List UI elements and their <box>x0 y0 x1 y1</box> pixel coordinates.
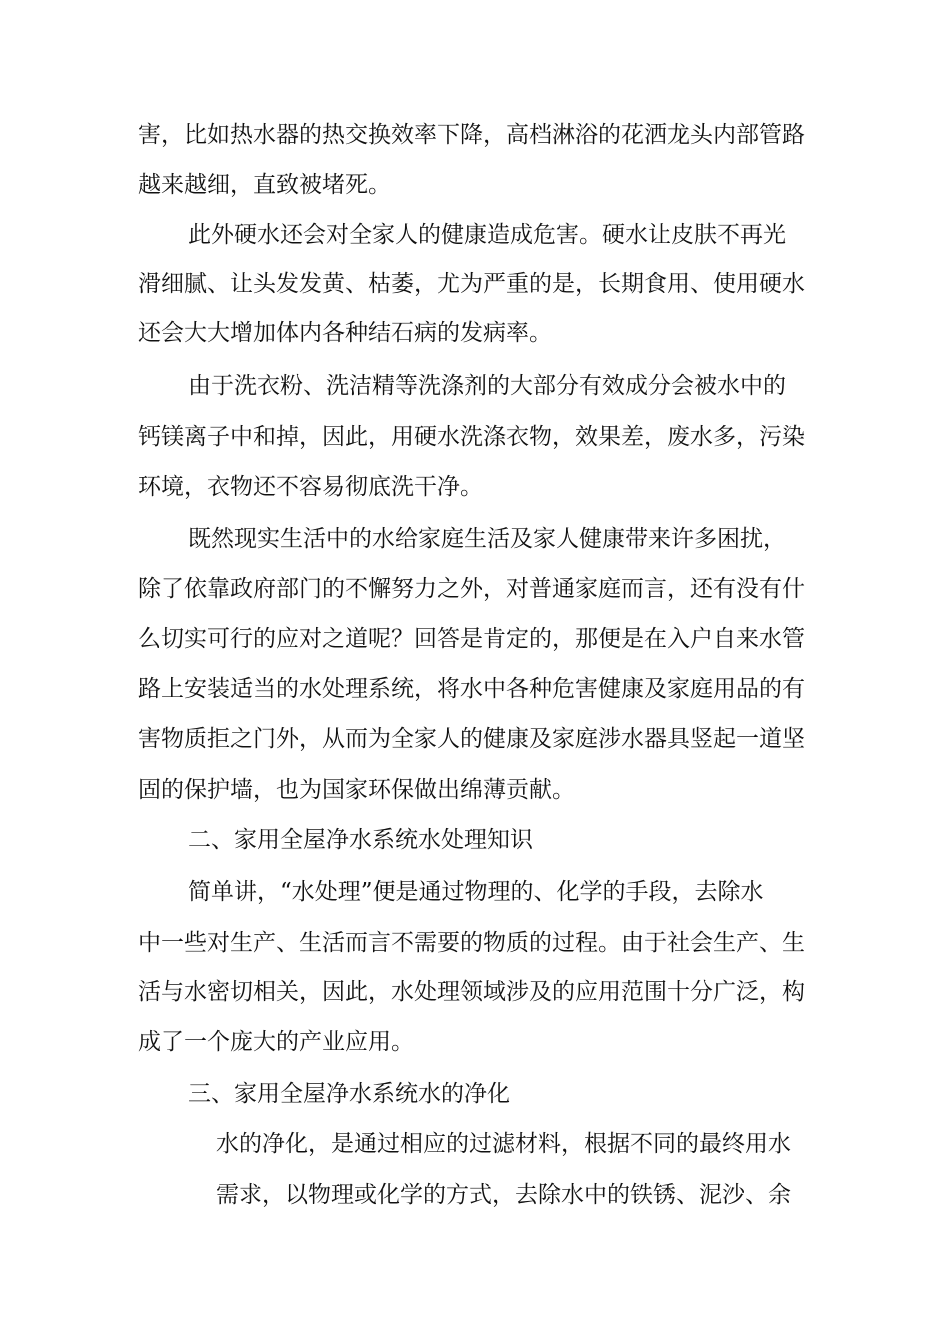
section-heading: 三、家用全屋净水系统水的净化 <box>188 1081 510 1107</box>
paragraph-line: 固的保护墙，也为国家环保做出绵薄贡献。 <box>138 777 575 803</box>
paragraph-line: 越来越细，直致被堵死。 <box>138 172 391 198</box>
section-heading: 二、家用全屋净水系统水处理知识 <box>188 827 533 853</box>
paragraph-line: 路上安装适当的水处理系统，将水中各种危害健康及家庭用品的有 <box>138 676 805 702</box>
paragraph-line: 害，比如热水器的热交换效率下降，高档淋浴的花洒龙头内部管路 <box>138 122 805 148</box>
paragraph-line: 活与水密切相关，因此，水处理领域涉及的应用范围十分广泛，构 <box>138 979 805 1005</box>
paragraph-line: 害物质拒之门外，从而为全家人的健康及家庭涉水器具竖起一道坚 <box>138 726 805 752</box>
paragraph-line: 由于洗衣粉、洗洁精等洗涤剂的大部分有效成分会被水中的 <box>188 373 786 399</box>
paragraph-line: 滑细腻、让头发发黄、枯萎，尤为严重的是，长期食用、使用硬水 <box>138 271 805 297</box>
paragraph-line: 环境，衣物还不容易彻底洗干净。 <box>138 474 483 500</box>
paragraph-line: 钙镁离子中和掉，因此，用硬水洗涤衣物，效果差，废水多，污染 <box>138 424 805 450</box>
paragraph-line: 成了一个庞大的产业应用。 <box>138 1029 414 1055</box>
paragraph-line: 水的净化，是通过相应的过滤材料，根据不同的最终用水 <box>216 1131 791 1157</box>
paragraph-line: 此外硬水还会对全家人的健康造成危害。硬水让皮肤不再光 <box>188 222 786 248</box>
paragraph-line: 还会大大增加体内各种结石病的发病率。 <box>138 320 552 346</box>
paragraph-line: 既然现实生活中的水给家庭生活及家人健康带来许多困扰， <box>188 526 786 552</box>
paragraph-line: 除了依靠政府部门的不懈努力之外，对普通家庭而言，还有没有什 <box>138 576 805 602</box>
paragraph-line: 么切实可行的应对之道呢？回答是肯定的，那便是在入户自来水管 <box>138 626 805 652</box>
paragraph-line: 中一些对生产、生活而言不需要的物质的过程。由于社会生产、生 <box>138 930 805 956</box>
paragraph-line: 简单讲，“水处理”便是通过物理的、化学的手段，去除水 <box>188 879 764 905</box>
paragraph-line: 需求，以物理或化学的方式，去除水中的铁锈、泥沙、余 <box>216 1182 791 1208</box>
